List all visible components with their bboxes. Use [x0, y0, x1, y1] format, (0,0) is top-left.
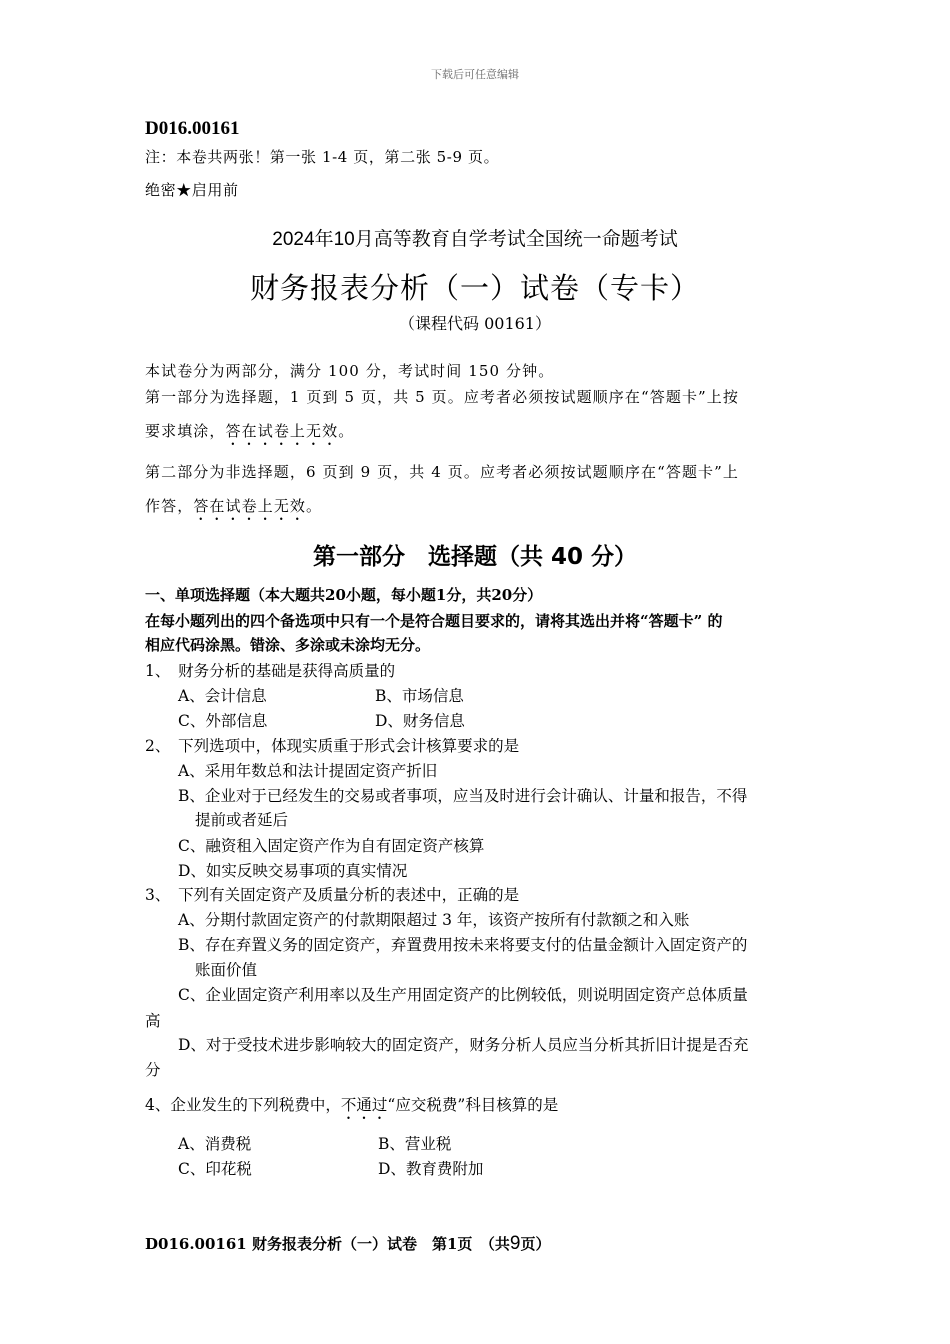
section-instruction-1: 在每小题列出的四个备选项中只有一个是符合题目要求的，请将其选出并将“答题卡” 的	[145, 612, 723, 630]
question-1-stem: 1、 财务分析的基础是获得高质量的	[145, 662, 396, 680]
section-heading: 一、单项选择题（本大题共20小题，每小题1分，共20分）	[145, 586, 543, 604]
question-2-option-b-cont: 提前或者延后	[195, 811, 289, 829]
question-3-option-b-cont: 账面价值	[195, 961, 258, 979]
question-2-stem: 2、 下列选项中，体现实质重于形式会计核算要求的是	[145, 737, 520, 755]
question-1-option-d: D、财务信息	[375, 712, 465, 730]
question-4-option-c: C、印花税	[178, 1160, 252, 1178]
exam-title: 2024年10月高等教育自学考试全国统一命题考试	[272, 229, 678, 250]
question-4-option-a: A、消费税	[178, 1135, 252, 1153]
emphasis-not-through: 不通过	[340, 1096, 388, 1114]
intro-line-1: 本试卷分为两部分，满分 100 分，考试时间 150 分钟。	[145, 362, 555, 380]
question-3-option-c-cont: 高	[145, 1012, 161, 1030]
question-3-option-d-cont: 分	[145, 1061, 161, 1079]
footer-suffix: 页）	[520, 1235, 551, 1253]
question-4-option-d: D、教育费附加	[378, 1160, 484, 1178]
intro-line-3-text: 要求填涂，	[145, 422, 226, 440]
question-1-option-a: A、会计信息	[178, 687, 267, 705]
question-4-stem	[145, 1093, 558, 1123]
page-note: 注：本卷共两张！第一张 1-4 页，第二张 5-9 页。	[145, 148, 500, 166]
question-1-option-b: B、市场信息	[375, 687, 464, 705]
intro-line-4: 第二部分为非选择题，6 页到 9 页，共 4 页。应考者必须按试题顺序在“答题卡”上	[145, 463, 740, 481]
question-4-stem-text: 4、企业发生的下列税费中，	[145, 1096, 341, 1114]
question-3-option-a: A、分期付款固定资产的付款期限超过 3 年，该资产按所有付款额之和入账	[178, 911, 690, 929]
intro-line-5-end: 。	[306, 497, 323, 515]
intro-line-2: 第一部分为选择题，1 页到 5 页，共 5 页。应考者必须按试题顺序在“答题卡”上按	[145, 388, 740, 406]
question-2-option-d: D、如实反映交易事项的真实情况	[178, 862, 408, 880]
question-2-option-a: A、采用年数总和法计提固定资产折旧	[178, 762, 438, 780]
question-2-option-b: B、企业对于已经发生的交易或者事项，应当及时进行会计确认、计量和报告，不得	[178, 787, 748, 805]
section-instruction-2: 相应代码涂黑。错涂、多涂或未涂均无分。	[145, 636, 431, 654]
page-footer	[145, 1233, 550, 1255]
question-1-option-c: C、外部信息	[178, 712, 268, 730]
intro-line-3-end: 。	[338, 422, 355, 440]
intro-line-5-text: 作答，	[145, 497, 194, 515]
intro-line-3	[145, 420, 354, 449]
question-3-stem: 3、 下列有关固定资产及质量分析的表述中，正确的是	[145, 886, 520, 904]
question-3-option-d: D、对于受技术进步影响较大的固定资产，财务分析人员应当分析其折旧计提是否充	[178, 1036, 749, 1054]
intro-line-5	[145, 495, 322, 524]
question-2-option-c: C、融资租入固定资产作为自有固定资产核算	[178, 837, 485, 855]
part-title: 第一部分 选择题（共 40 分）	[312, 544, 638, 570]
footer-text: D016.00161 财务报表分析（一）试卷 第1页 （共	[145, 1235, 510, 1253]
question-3-option-c: C、企业固定资产利用率以及生产用固定资产的比例较低，则说明固定资产总体质量	[178, 986, 748, 1004]
question-3-option-b: B、存在弃置义务的固定资产，弃置费用按未来将要支付的估量金额计入固定资产的	[178, 936, 748, 954]
question-4-stem-end: “应交税费”科目核算的是	[387, 1096, 559, 1114]
watermark: 下载后可任意编辑	[431, 68, 519, 81]
question-4-option-b: B、营业税	[378, 1135, 452, 1153]
emphasis-invalid: 答在试卷上无效	[225, 422, 339, 440]
secret-label: 绝密★启用前	[145, 181, 239, 199]
paper-title: 财务报表分析（一）试卷（专卡）	[249, 271, 700, 305]
emphasis-invalid: 答在试卷上无效	[193, 497, 307, 515]
paper-code: D016.00161	[145, 118, 240, 139]
footer-total-pages: 9	[509, 1233, 521, 1254]
course-code: （课程代码 00161）	[399, 314, 551, 333]
